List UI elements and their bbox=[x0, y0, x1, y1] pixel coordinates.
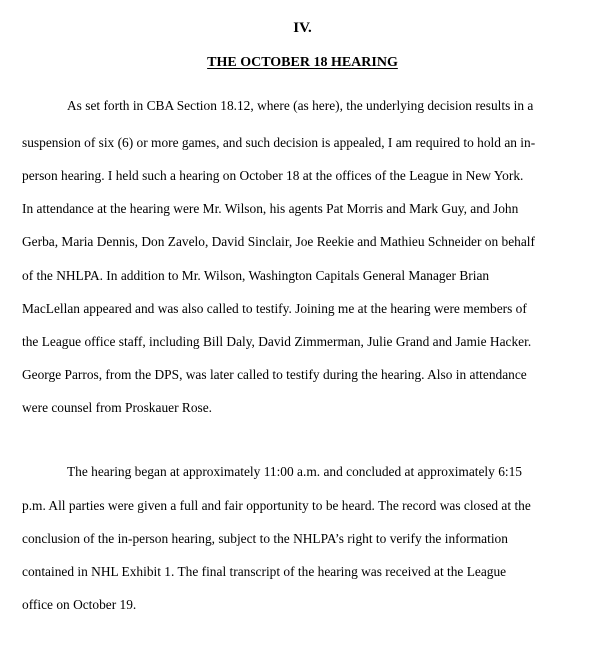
paragraph-line: office on October 19. bbox=[22, 597, 137, 612]
paragraph-line: As set forth in CBA Section 18.12, where (as here), the underlying decision results in a bbox=[67, 98, 534, 113]
paragraph-line: In attendance at the hearing were Mr. Wilson, his agents Pat Morris and Mark Guy, and John bbox=[22, 201, 519, 216]
paragraph-line: MacLellan appeared and was also called to testify. Joining me at the hearing were members of bbox=[22, 301, 527, 316]
paragraph-line: Gerba, Maria Dennis, Don Zavelo, David Sinclair, Joe Reekie and Mathieu Schneider on behalf bbox=[22, 234, 535, 249]
paragraph-line: the League office staff, including Bill Daly, David Zimmerman, Julie Grand and Jamie Hacker. bbox=[22, 334, 532, 349]
paragraph-line: George Parros, from the DPS, was later called to testify during the hearing. Also in attendance bbox=[22, 367, 527, 382]
paragraph-line: p.m. All parties were given a full and fair opportunity to be heard. The record was closed at the bbox=[22, 498, 531, 513]
paragraph-line: conclusion of the in-person hearing, subject to the NHLPA’s right to verify the information bbox=[22, 531, 508, 546]
paragraph-line: were counsel from Proskauer Rose. bbox=[22, 400, 213, 415]
paragraph-line: contained in NHL Exhibit 1. The final transcript of the hearing was received at the League bbox=[22, 564, 507, 579]
section-number: IV. bbox=[293, 20, 312, 36]
paragraph-line: person hearing. I held such a hearing on October 18 at the offices of the League in New York. bbox=[22, 168, 524, 183]
paragraph-line: The hearing began at approximately 11:00 a.m. and concluded at approximately 6:15 bbox=[67, 464, 523, 479]
paragraph-line: suspension of six (6) or more games, and such decision is appealed, I am required to hold an in- bbox=[22, 135, 536, 150]
section-title: THE OCTOBER 18 HEARING bbox=[207, 55, 398, 70]
paragraph-line: of the NHLPA. In addition to Mr. Wilson, Washington Capitals General Manager Brian bbox=[22, 268, 490, 283]
